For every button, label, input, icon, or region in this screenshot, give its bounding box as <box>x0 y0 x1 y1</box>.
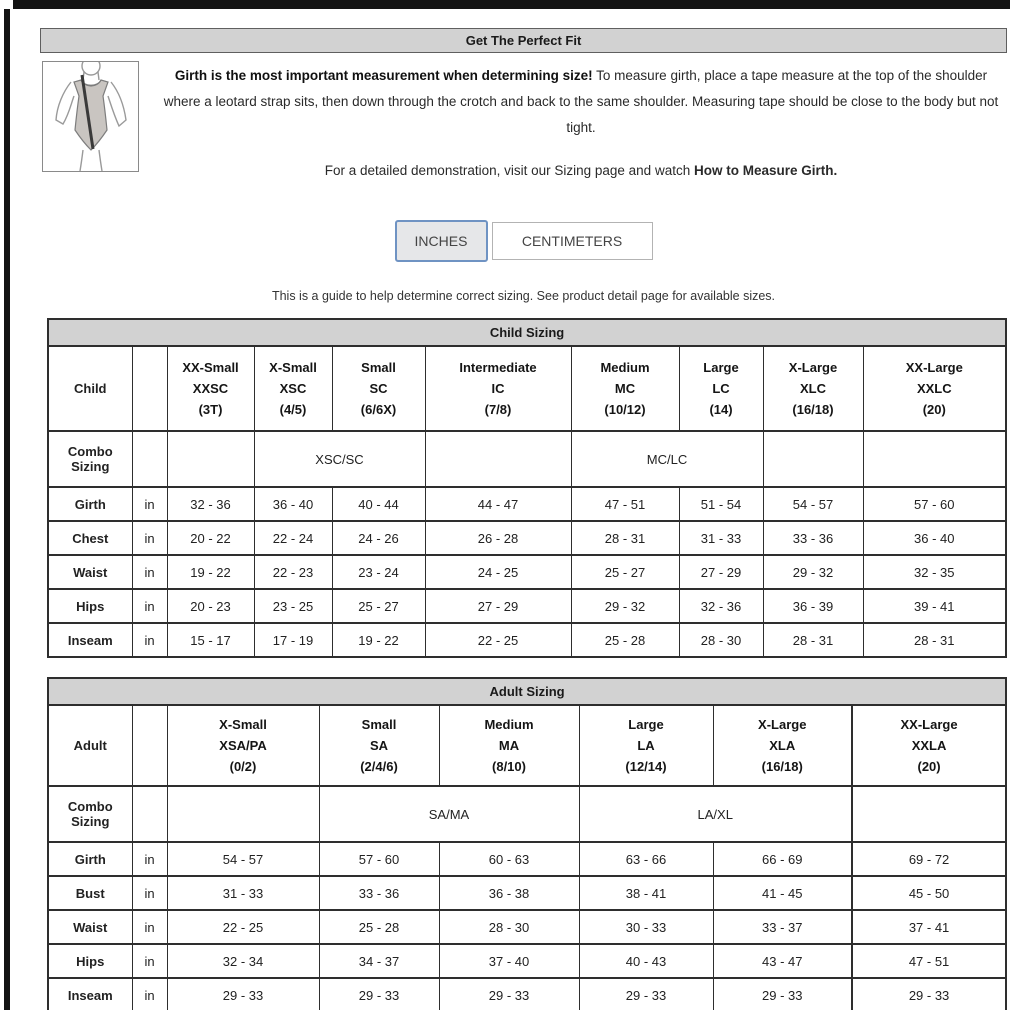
child-size-xxlc <box>863 346 1006 431</box>
sizing-guide-note: This is a guide to help determine correct sizing. See product detail page for available sizes. <box>271 289 776 303</box>
adult-size-xxla <box>852 705 1006 786</box>
child-corner-cell: Child <box>48 346 132 431</box>
measure-label: Bust <box>48 876 132 910</box>
value-cell: 57 - 60 <box>319 842 439 876</box>
measure-label: Girth <box>48 487 132 521</box>
size-name: Large <box>703 360 739 375</box>
value-cell: 23 - 25 <box>254 589 332 623</box>
size-code: MA <box>498 738 520 753</box>
value-cell: 29 - 32 <box>763 555 863 589</box>
demo-prefix: For a detailed demonstration, visit our Sizing page and watch <box>324 163 694 178</box>
value-cell: 36 - 40 <box>863 521 1006 555</box>
size-name: X-Large <box>758 717 807 732</box>
child-size-lc <box>679 346 763 431</box>
unit-cell: in <box>132 944 167 978</box>
value-cell: 32 - 36 <box>167 487 254 521</box>
size-range: (14) <box>709 402 733 417</box>
size-name: X-Small <box>219 717 267 732</box>
value-cell: 20 - 22 <box>167 521 254 555</box>
adult-size-la <box>579 705 713 786</box>
value-cell: 24 - 25 <box>425 555 571 589</box>
value-cell: 19 - 22 <box>332 623 425 657</box>
child-inseam-row <box>48 623 1006 657</box>
child-size-xxsc <box>167 346 254 431</box>
blank-cell <box>863 431 1006 487</box>
value-cell: 15 - 17 <box>167 623 254 657</box>
size-range: (16/18) <box>761 759 803 774</box>
child-table-title: Child Sizing <box>48 319 1006 346</box>
adult-sizing-table <box>47 677 1007 1010</box>
adult-table-title-row <box>48 678 1006 705</box>
value-cell: 38 - 41 <box>579 876 713 910</box>
value-cell: 37 - 40 <box>439 944 579 978</box>
child-size-xsc <box>254 346 332 431</box>
value-cell: 40 - 43 <box>579 944 713 978</box>
adult-size-xsa <box>167 705 319 786</box>
size-code: XXLA <box>911 738 947 753</box>
value-cell: 22 - 25 <box>425 623 571 657</box>
inches-button[interactable]: INCHES <box>395 220 488 262</box>
value-cell: 29 - 33 <box>713 978 852 1010</box>
adult-table-title: Adult Sizing <box>48 678 1006 705</box>
page-title-bar <box>40 28 1007 53</box>
value-cell: 32 - 34 <box>167 944 319 978</box>
unit-toggle <box>40 220 1007 262</box>
child-table-title-row <box>48 319 1006 346</box>
measure-label: Inseam <box>48 978 132 1010</box>
value-cell: 28 - 31 <box>763 623 863 657</box>
value-cell: 28 - 30 <box>679 623 763 657</box>
content-area <box>40 28 1007 1010</box>
value-cell: 34 - 37 <box>319 944 439 978</box>
value-cell: 36 - 38 <box>439 876 579 910</box>
blank-cell <box>132 705 167 786</box>
value-cell: 29 - 33 <box>319 978 439 1010</box>
page-title: Get The Perfect Fit <box>465 33 582 48</box>
size-code: SA <box>369 738 389 753</box>
value-cell: 41 - 45 <box>713 876 852 910</box>
adult-corner-cell: Adult <box>48 705 132 786</box>
value-cell: 17 - 19 <box>254 623 332 657</box>
value-cell: 29 - 33 <box>579 978 713 1010</box>
size-code: MC <box>614 381 636 396</box>
value-cell: 69 - 72 <box>852 842 1006 876</box>
size-range: (20) <box>917 759 941 774</box>
size-code: LC <box>712 381 730 396</box>
size-range: (6/6X) <box>360 402 397 417</box>
value-cell: 63 - 66 <box>579 842 713 876</box>
size-code: XSA/PA <box>219 738 267 753</box>
value-cell: 19 - 22 <box>167 555 254 589</box>
value-cell: 30 - 33 <box>579 910 713 944</box>
frame-top-border <box>13 0 1010 9</box>
blank-cell <box>763 431 863 487</box>
size-name: Small <box>361 360 396 375</box>
size-name: Medium <box>484 717 534 732</box>
blank-cell <box>167 786 319 842</box>
adult-combo-row <box>48 786 1006 842</box>
value-cell: 43 - 47 <box>713 944 852 978</box>
value-cell: 27 - 29 <box>679 555 763 589</box>
value-cell: 20 - 23 <box>167 589 254 623</box>
measure-label: Hips <box>48 944 132 978</box>
value-cell: 28 - 31 <box>863 623 1006 657</box>
size-name: Intermediate <box>459 360 537 375</box>
size-code: SC <box>369 381 388 396</box>
unit-cell: in <box>132 842 167 876</box>
adult-size-sa <box>319 705 439 786</box>
value-cell: 47 - 51 <box>571 487 679 521</box>
value-cell: 33 - 36 <box>319 876 439 910</box>
child-combo-row <box>48 431 1006 487</box>
frame-left-border <box>4 9 10 1010</box>
girth-body-text: To measure girth, place a tape measure at the top of the shoulder where a leotard strap sits, then down through the crotch and back to the same shoulder. Measuring tape should be close to the body but not tight. <box>163 68 999 135</box>
size-name: XX-Small <box>182 360 239 375</box>
size-code: IC <box>491 381 505 396</box>
value-cell: 29 - 32 <box>571 589 679 623</box>
leotard-girth-icon <box>42 61 139 172</box>
adult-bust-row <box>48 876 1006 910</box>
child-chest-row <box>48 521 1006 555</box>
value-cell: 28 - 31 <box>571 521 679 555</box>
demo-line <box>155 163 1007 178</box>
blank-cell <box>132 786 167 842</box>
size-range: (16/18) <box>792 402 834 417</box>
child-sizing-table <box>47 318 1007 658</box>
child-header-row <box>48 346 1006 431</box>
blank-cell <box>132 431 167 487</box>
value-cell: 29 - 33 <box>439 978 579 1010</box>
combo-group-la-xl: LA/XL <box>579 786 852 842</box>
size-range: (7/8) <box>484 402 512 417</box>
size-name: X-Large <box>788 360 838 375</box>
measure-label: Waist <box>48 910 132 944</box>
value-cell: 40 - 44 <box>332 487 425 521</box>
adult-header-row <box>48 705 1006 786</box>
value-cell: 29 - 33 <box>167 978 319 1010</box>
value-cell: 33 - 36 <box>763 521 863 555</box>
unit-cell: in <box>132 623 167 657</box>
centimeters-button[interactable]: CENTIMETERS <box>492 222 653 260</box>
value-cell: 24 - 26 <box>332 521 425 555</box>
child-size-mc <box>571 346 679 431</box>
value-cell: 31 - 33 <box>167 876 319 910</box>
size-name: Medium <box>600 360 650 375</box>
child-girth-row <box>48 487 1006 521</box>
adult-size-ma <box>439 705 579 786</box>
unit-cell: in <box>132 521 167 555</box>
value-cell: 23 - 24 <box>332 555 425 589</box>
size-name: X-Small <box>269 360 317 375</box>
size-range: (12/14) <box>625 759 667 774</box>
value-cell: 32 - 35 <box>863 555 1006 589</box>
girth-bold-sentence: Girth is the most important measurement when determining size! <box>174 68 593 83</box>
value-cell: 45 - 50 <box>852 876 1006 910</box>
value-cell: 36 - 39 <box>763 589 863 623</box>
value-cell: 25 - 28 <box>319 910 439 944</box>
value-cell: 54 - 57 <box>763 487 863 521</box>
value-cell: 26 - 28 <box>425 521 571 555</box>
size-range: (20) <box>922 402 946 417</box>
blank-cell <box>132 346 167 431</box>
intro-section <box>40 61 1007 178</box>
adult-size-xla <box>713 705 852 786</box>
intro-text-block <box>155 61 1007 178</box>
unit-cell: in <box>132 910 167 944</box>
measure-label: Chest <box>48 521 132 555</box>
adult-waist-row <box>48 910 1006 944</box>
size-range: (10/12) <box>604 402 646 417</box>
value-cell: 36 - 40 <box>254 487 332 521</box>
measure-label: Girth <box>48 842 132 876</box>
value-cell: 25 - 27 <box>332 589 425 623</box>
value-cell: 29 - 33 <box>852 978 1006 1010</box>
size-name: Large <box>628 717 664 732</box>
size-code: XXSC <box>192 381 229 396</box>
value-cell: 22 - 24 <box>254 521 332 555</box>
value-cell: 39 - 41 <box>863 589 1006 623</box>
measure-label: Hips <box>48 589 132 623</box>
unit-cell: in <box>132 876 167 910</box>
child-size-sc <box>332 346 425 431</box>
value-cell: 31 - 33 <box>679 521 763 555</box>
child-size-ic <box>425 346 571 431</box>
value-cell: 27 - 29 <box>425 589 571 623</box>
value-cell: 37 - 41 <box>852 910 1006 944</box>
value-cell: 66 - 69 <box>713 842 852 876</box>
size-name: XX-Large <box>905 360 963 375</box>
value-cell: 54 - 57 <box>167 842 319 876</box>
size-code: XSC <box>279 381 307 396</box>
blank-cell <box>852 786 1006 842</box>
combo-sizing-label: Combo Sizing <box>48 431 132 487</box>
value-cell: 57 - 60 <box>863 487 1006 521</box>
combo-sizing-label: Combo Sizing <box>48 786 132 842</box>
value-cell: 32 - 36 <box>679 589 763 623</box>
unit-cell: in <box>132 487 167 521</box>
child-hips-row <box>48 589 1006 623</box>
measure-label: Inseam <box>48 623 132 657</box>
value-cell: 33 - 37 <box>713 910 852 944</box>
adult-hips-row <box>48 944 1006 978</box>
size-code: XXLC <box>916 381 952 396</box>
adult-inseam-row <box>48 978 1006 1010</box>
value-cell: 28 - 30 <box>439 910 579 944</box>
size-range: (2/4/6) <box>360 759 398 774</box>
unit-cell: in <box>132 589 167 623</box>
unit-cell: in <box>132 555 167 589</box>
size-name: Small <box>361 717 397 732</box>
blank-cell <box>425 431 571 487</box>
value-cell: 25 - 27 <box>571 555 679 589</box>
blank-cell <box>167 431 254 487</box>
size-range: (4/5) <box>279 402 307 417</box>
value-cell: 22 - 25 <box>167 910 319 944</box>
unit-cell: in <box>132 978 167 1010</box>
value-cell: 44 - 47 <box>425 487 571 521</box>
adult-girth-row <box>48 842 1006 876</box>
size-name: XX-Large <box>900 717 958 732</box>
value-cell: 60 - 63 <box>439 842 579 876</box>
child-waist-row <box>48 555 1006 589</box>
size-code: XLA <box>769 738 796 753</box>
value-cell: 22 - 23 <box>254 555 332 589</box>
measure-label: Waist <box>48 555 132 589</box>
size-code: LA <box>637 738 655 753</box>
size-range: (8/10) <box>492 759 526 774</box>
size-code: XLC <box>800 381 826 396</box>
value-cell: 25 - 28 <box>571 623 679 657</box>
combo-group-sa-ma: SA/MA <box>319 786 579 842</box>
girth-paragraph <box>155 63 1007 141</box>
value-cell: 51 - 54 <box>679 487 763 521</box>
size-range: (3T) <box>198 402 223 417</box>
value-cell: 47 - 51 <box>852 944 1006 978</box>
child-size-xlc <box>763 346 863 431</box>
size-range: (0/2) <box>229 759 257 774</box>
combo-group-mc-lc: MC/LC <box>571 431 763 487</box>
demo-bold: How to Measure Girth. <box>693 163 838 178</box>
combo-group-xsc-sc: XSC/SC <box>254 431 425 487</box>
